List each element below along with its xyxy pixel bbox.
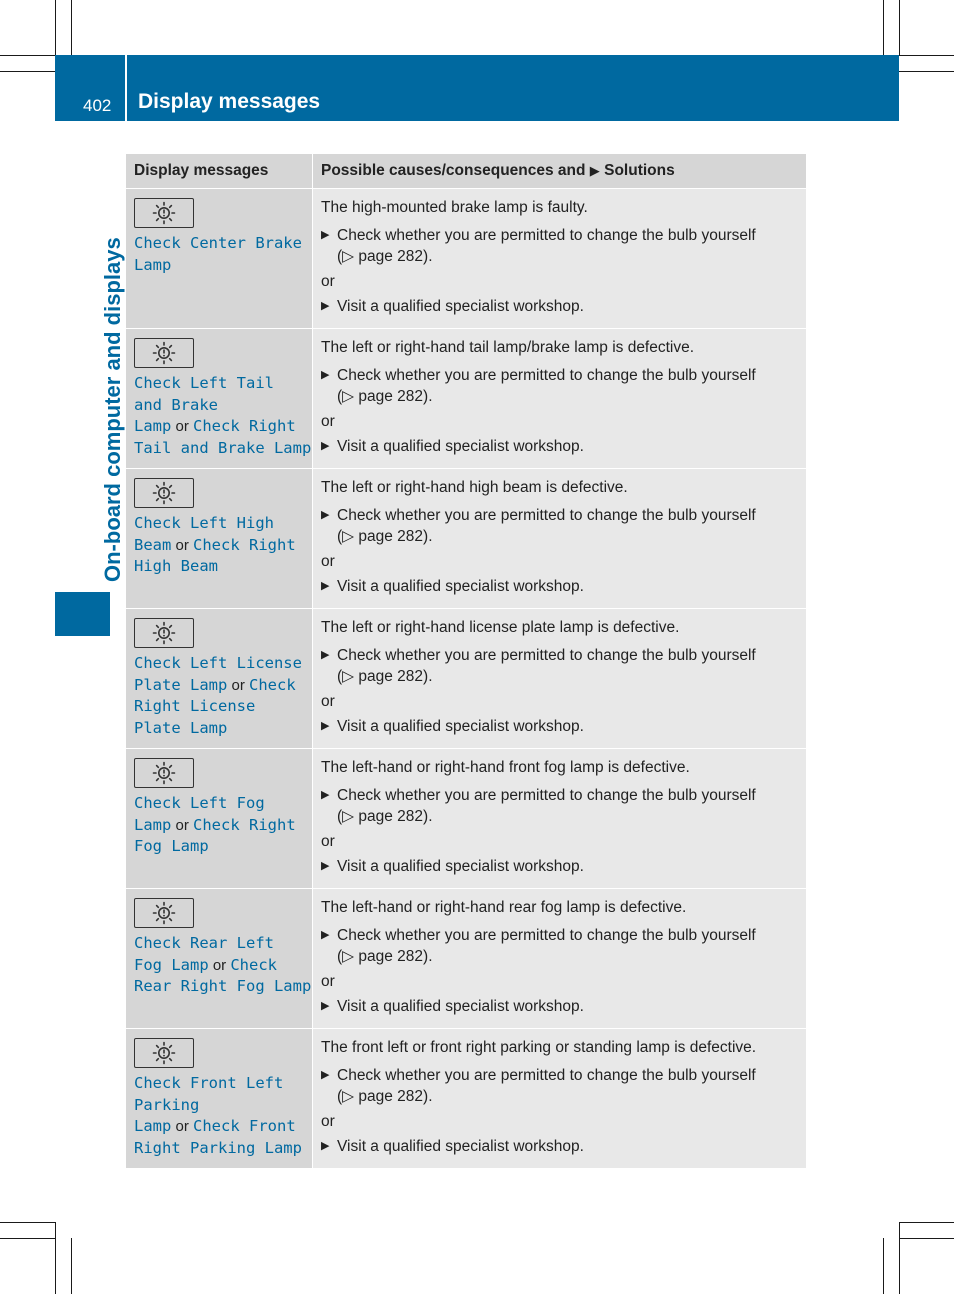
- column-header-solutions-text: Solutions: [604, 162, 675, 179]
- display-message-cell: [126, 469, 312, 608]
- causes-solutions-cell: [312, 609, 806, 748]
- message-fragment: Fog Lamp: [134, 955, 209, 974]
- crop-mark: [0, 71, 55, 72]
- chapter-tab: [55, 592, 110, 636]
- action-item: [321, 436, 800, 457]
- section-title: Display messages: [138, 90, 321, 113]
- action-check-text: Check whether you are permitted to change the bulb yourself: [337, 1067, 756, 1084]
- table-header: [126, 154, 806, 188]
- message-fragment: Fog Lamp: [134, 837, 209, 855]
- table-row: [126, 188, 806, 328]
- crop-mark: [55, 1222, 56, 1294]
- message-fragment: High Beam: [134, 557, 218, 575]
- display-message-text: [134, 233, 312, 276]
- triangle-bullet-icon: ▶: [321, 929, 330, 941]
- action-item: [321, 645, 800, 666]
- message-fragment: Lamp: [134, 815, 172, 834]
- header-divider: [125, 55, 127, 121]
- display-message-cell: [126, 889, 312, 1028]
- table-row: [126, 468, 806, 608]
- action-visit-text: Visit a qualified specialist workshop.: [337, 578, 584, 595]
- or-separator: or: [321, 413, 335, 430]
- message-fragment: Check Left Fog: [134, 794, 265, 812]
- message-fragment: Check Right: [193, 417, 296, 435]
- display-message-cell: [126, 1029, 312, 1168]
- action-check-text: Check whether you are permitted to change the bulb yourself: [337, 367, 756, 384]
- page-reference: (▷ page 282).: [337, 1088, 433, 1105]
- crop-mark: [0, 1238, 55, 1239]
- triangle-bullet-icon: ▶: [321, 300, 330, 312]
- display-message-text: [134, 793, 312, 858]
- action-item: [321, 856, 800, 877]
- display-message-cell: [126, 609, 312, 748]
- message-fragment: Lamp: [134, 1117, 172, 1135]
- crop-mark: [899, 1238, 954, 1239]
- column-header-causes-text: Possible causes/consequences and: [321, 162, 586, 179]
- action-check-text: Check whether you are permitted to change the bulb yourself: [337, 787, 756, 804]
- cause-text: The left or right-hand high beam is defective.: [321, 479, 628, 496]
- triangle-bullet-icon: ▶: [321, 509, 330, 521]
- message-fragment: Check Left High: [134, 514, 274, 532]
- column-header-causes: [312, 154, 806, 188]
- crop-mark: [883, 0, 884, 55]
- bulb-fault-icon-graphic: [151, 901, 177, 925]
- table-row: [126, 748, 806, 888]
- bulb-fault-icon-graphic: [151, 1041, 177, 1065]
- message-fragment: Check Rear Left: [134, 934, 274, 952]
- message-fragment: Check Left License: [134, 654, 302, 672]
- bulb-fault-icon-graphic: [151, 201, 177, 225]
- or-separator: or: [321, 273, 335, 290]
- triangle-bullet-icon: ▶: [321, 1140, 330, 1152]
- page-reference: (▷ page 282).: [337, 808, 433, 825]
- column-header-display-messages: Display messages: [134, 162, 269, 179]
- triangle-bullet-icon: ▶: [321, 1000, 330, 1012]
- message-fragment: Lamp: [134, 255, 172, 274]
- action-check-text: Check whether you are permitted to change the bulb yourself: [337, 507, 756, 524]
- message-fragment: Check: [230, 955, 278, 974]
- message-fragment: Check Right: [193, 535, 296, 554]
- message-fragment: and Brake: [134, 395, 218, 414]
- bulb-fault-icon-graphic: [151, 761, 177, 785]
- display-message-cell: [126, 329, 312, 468]
- causes-solutions-cell: [312, 749, 806, 888]
- bulb-fault-icon: [134, 198, 194, 228]
- triangle-bullet-icon: ▶: [321, 369, 330, 381]
- message-fragment: Rear Right Fog Lamp: [134, 977, 312, 995]
- causes-solutions-cell: [312, 469, 806, 608]
- triangle-bullet-icon: ▶: [589, 163, 600, 178]
- bulb-fault-icon-graphic: [151, 341, 177, 365]
- display-message-text: [134, 373, 312, 459]
- cause-text: The left or right-hand license plate lamp is defective.: [321, 619, 680, 636]
- action-visit-text: Visit a qualified specialist workshop.: [337, 438, 584, 455]
- causes-solutions-cell: [312, 329, 806, 468]
- bulb-fault-icon: [134, 618, 194, 648]
- triangle-bullet-icon: ▶: [321, 789, 330, 801]
- display-message-text: [134, 653, 312, 739]
- crop-mark: [899, 0, 900, 55]
- table-row: [126, 608, 806, 748]
- cause-text: The front left or front right parking or standing lamp is defective.: [321, 1039, 757, 1056]
- action-item: [321, 365, 800, 386]
- action-visit-text: Visit a qualified specialist workshop.: [337, 998, 584, 1015]
- message-fragment: Check Center Brake: [134, 234, 302, 252]
- display-message-cell: [126, 189, 312, 328]
- message-fragment: Beam: [134, 535, 172, 554]
- bulb-fault-icon: [134, 478, 194, 508]
- bulb-fault-icon: [134, 898, 194, 928]
- action-item: [321, 576, 800, 597]
- or-separator: or: [321, 973, 335, 990]
- action-item: [321, 996, 800, 1017]
- or-connector: or: [171, 816, 194, 834]
- message-fragment: Lamp: [134, 417, 172, 435]
- or-connector: or: [171, 418, 194, 435]
- triangle-bullet-icon: ▶: [321, 860, 330, 872]
- message-fragment: Parking: [134, 1095, 200, 1114]
- triangle-bullet-icon: ▶: [321, 580, 330, 592]
- page-reference: (▷ page 282).: [337, 388, 433, 405]
- display-message-text: [134, 513, 312, 578]
- crop-mark: [899, 1222, 954, 1223]
- cause-text: The high-mounted brake lamp is faulty.: [321, 199, 588, 216]
- crop-mark: [899, 55, 954, 56]
- or-connector: or: [227, 676, 250, 694]
- or-connector: or: [208, 956, 231, 974]
- chapter-side-title: On-board computer and displays: [100, 237, 125, 582]
- bulb-fault-icon: [134, 338, 194, 368]
- crop-mark: [55, 0, 56, 55]
- page-number: 402: [83, 96, 112, 115]
- action-item: [321, 716, 800, 737]
- action-item: [321, 1136, 800, 1157]
- action-item: [321, 785, 800, 806]
- message-fragment: Plate Lamp: [134, 718, 228, 737]
- action-item: [321, 225, 800, 246]
- bulb-fault-icon-graphic: [151, 621, 177, 645]
- bulb-fault-icon: [134, 758, 194, 788]
- crop-mark: [0, 55, 55, 56]
- action-item: [321, 296, 800, 317]
- action-visit-text: Visit a qualified specialist workshop.: [337, 298, 584, 315]
- message-fragment: Check Right: [193, 815, 296, 834]
- action-item: [321, 925, 800, 946]
- causes-solutions-cell: [312, 889, 806, 1028]
- triangle-bullet-icon: ▶: [321, 440, 330, 452]
- or-connector: or: [171, 536, 194, 554]
- action-visit-text: Visit a qualified specialist workshop.: [337, 1138, 584, 1155]
- crop-mark: [899, 1222, 900, 1294]
- table-body: [126, 188, 806, 1168]
- crop-mark: [0, 1222, 55, 1223]
- page-reference: (▷ page 282).: [337, 248, 433, 265]
- or-separator: or: [321, 693, 335, 710]
- bulb-fault-icon: [134, 1038, 194, 1068]
- cause-text: The left-hand or right-hand front fog lamp is defective.: [321, 759, 690, 776]
- bulb-fault-icon-graphic: [151, 481, 177, 505]
- triangle-bullet-icon: ▶: [321, 649, 330, 661]
- action-check-text: Check whether you are permitted to change the bulb yourself: [337, 227, 756, 244]
- action-visit-text: Visit a qualified specialist workshop.: [337, 718, 584, 735]
- action-check-text: Check whether you are permitted to change the bulb yourself: [337, 927, 756, 944]
- display-message-text: [134, 1073, 312, 1159]
- display-messages-table: [126, 154, 806, 1168]
- action-check-text: Check whether you are permitted to change the bulb yourself: [337, 647, 756, 664]
- table-row: [126, 328, 806, 468]
- message-fragment: Check Left Tail: [134, 374, 274, 392]
- display-message-cell: [126, 749, 312, 888]
- action-item: [321, 505, 800, 526]
- page-reference: (▷ page 282).: [337, 668, 433, 685]
- triangle-bullet-icon: ▶: [321, 1069, 330, 1081]
- table-row: [126, 888, 806, 1028]
- page-header: [55, 55, 899, 121]
- message-fragment: Check Front Left: [134, 1074, 284, 1092]
- action-visit-text: Visit a qualified specialist workshop.: [337, 858, 584, 875]
- triangle-bullet-icon: ▶: [321, 229, 330, 241]
- message-fragment: Tail and Brake Lamp: [134, 438, 312, 457]
- or-separator: or: [321, 1113, 335, 1130]
- display-message-text: [134, 933, 312, 998]
- cause-text: The left-hand or right-hand rear fog lamp is defective.: [321, 899, 687, 916]
- message-fragment: Right License: [134, 697, 256, 715]
- message-fragment: Check: [249, 675, 296, 694]
- cause-text: The left or right-hand tail lamp/brake lamp is defective.: [321, 339, 695, 356]
- or-separator: or: [321, 833, 335, 850]
- or-separator: or: [321, 553, 335, 570]
- triangle-bullet-icon: ▶: [321, 720, 330, 732]
- crop-mark: [71, 1238, 72, 1294]
- page-reference: (▷ page 282).: [337, 948, 433, 965]
- table-row: [126, 1028, 806, 1168]
- crop-mark: [71, 0, 72, 55]
- message-fragment: Plate Lamp: [134, 675, 228, 694]
- or-connector: or: [171, 1118, 194, 1135]
- message-fragment: Right Parking Lamp: [134, 1138, 302, 1157]
- causes-solutions-cell: [312, 189, 806, 328]
- message-fragment: Check Front: [193, 1117, 296, 1135]
- page-reference: (▷ page 282).: [337, 528, 433, 545]
- crop-mark: [899, 71, 954, 72]
- crop-mark: [883, 1238, 884, 1294]
- action-item: [321, 1065, 800, 1086]
- causes-solutions-cell: [312, 1029, 806, 1168]
